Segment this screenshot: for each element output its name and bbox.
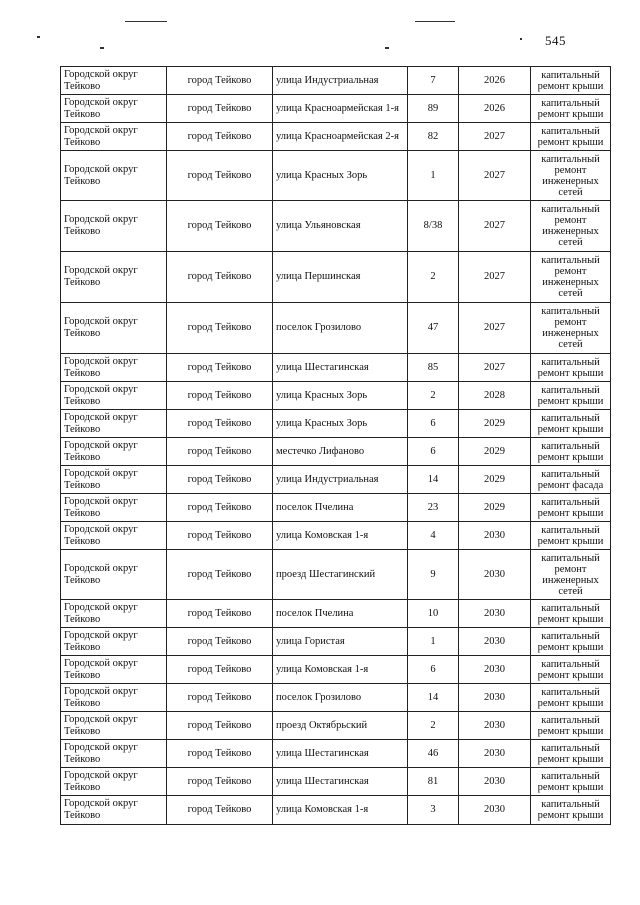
street-cell: улица Красных Зорь	[273, 151, 408, 201]
city-cell: город Тейково	[167, 466, 273, 494]
year-cell: 2029	[459, 494, 531, 522]
district-cell: Городской округ Тейково	[61, 796, 167, 825]
house-number-cell: 1	[408, 151, 459, 201]
street-cell: местечко Лифаново	[273, 438, 408, 466]
street-cell: улица Шестагинская	[273, 740, 408, 768]
year-cell: 2027	[459, 123, 531, 151]
street-cell: проезд Октябрьский	[273, 712, 408, 740]
house-number-cell: 89	[408, 95, 459, 123]
work-type-cell: капитальный ремонт крыши	[531, 494, 611, 522]
work-type-cell: капитальный ремонт крыши	[531, 410, 611, 438]
table-row	[61, 354, 611, 382]
year-cell: 2030	[459, 712, 531, 740]
city-cell: город Тейково	[167, 303, 273, 354]
street-cell: улица Шестагинская	[273, 354, 408, 382]
page-number: 545	[545, 33, 566, 48]
street-cell: поселок Грозилово	[273, 684, 408, 712]
house-number-cell: 85	[408, 354, 459, 382]
table-row	[61, 252, 611, 303]
table-row	[61, 600, 611, 628]
city-cell: город Тейково	[167, 67, 273, 95]
year-cell: 2028	[459, 382, 531, 410]
table-row	[61, 466, 611, 494]
work-type-cell: капитальный ремонт крыши	[531, 438, 611, 466]
work-type-cell: капитальный ремонт инженерных сетей	[531, 303, 611, 354]
year-cell: 2026	[459, 67, 531, 95]
table-row	[61, 123, 611, 151]
scan-speck	[37, 36, 40, 38]
house-number-cell: 6	[408, 438, 459, 466]
district-cell: Городской округ Тейково	[61, 466, 167, 494]
scan-speck	[385, 47, 389, 49]
house-number-cell: 14	[408, 466, 459, 494]
house-number-cell: 6	[408, 410, 459, 438]
year-cell: 2030	[459, 656, 531, 684]
year-cell: 2030	[459, 628, 531, 656]
table-row	[61, 67, 611, 95]
city-cell: город Тейково	[167, 95, 273, 123]
street-cell: поселок Пчелина	[273, 494, 408, 522]
house-number-cell: 10	[408, 600, 459, 628]
year-cell: 2026	[459, 95, 531, 123]
work-type-cell: капитальный ремонт крыши	[531, 740, 611, 768]
city-cell: город Тейково	[167, 410, 273, 438]
work-type-cell: капитальный ремонт крыши	[531, 628, 611, 656]
street-cell: улица Комовская 1-я	[273, 656, 408, 684]
district-cell: Городской округ Тейково	[61, 550, 167, 600]
year-cell: 2027	[459, 252, 531, 303]
work-type-cell: капитальный ремонт крыши	[531, 656, 611, 684]
table-row	[61, 796, 611, 825]
year-cell: 2030	[459, 768, 531, 796]
work-type-cell: капитальный ремонт крыши	[531, 712, 611, 740]
district-cell: Городской округ Тейково	[61, 522, 167, 550]
street-cell: проезд Шестагинский	[273, 550, 408, 600]
city-cell: город Тейково	[167, 712, 273, 740]
house-number-cell: 2	[408, 382, 459, 410]
house-number-cell: 8/38	[408, 201, 459, 252]
table-row	[61, 303, 611, 354]
year-cell: 2030	[459, 796, 531, 825]
street-cell: поселок Пчелина	[273, 600, 408, 628]
street-cell: улица Красных Зорь	[273, 410, 408, 438]
city-cell: город Тейково	[167, 656, 273, 684]
district-cell: Городской округ Тейково	[61, 151, 167, 201]
district-cell: Городской округ Тейково	[61, 354, 167, 382]
work-type-cell: капитальный ремонт крыши	[531, 95, 611, 123]
district-cell: Городской округ Тейково	[61, 382, 167, 410]
work-type-cell: капитальный ремонт крыши	[531, 600, 611, 628]
street-cell: улица Красноармейская 2-я	[273, 123, 408, 151]
house-number-cell: 82	[408, 123, 459, 151]
district-cell: Городской округ Тейково	[61, 740, 167, 768]
table-row	[61, 151, 611, 201]
district-cell: Городской округ Тейково	[61, 67, 167, 95]
city-cell: город Тейково	[167, 550, 273, 600]
work-type-cell: капитальный ремонт фасада	[531, 466, 611, 494]
house-number-cell: 6	[408, 656, 459, 684]
scan-speck	[520, 38, 522, 40]
house-number-cell: 2	[408, 252, 459, 303]
scan-line	[125, 21, 167, 22]
street-cell: улица Ульяновская	[273, 201, 408, 252]
city-cell: город Тейково	[167, 796, 273, 825]
district-cell: Городской округ Тейково	[61, 656, 167, 684]
table-row	[61, 712, 611, 740]
street-cell: улица Першинская	[273, 252, 408, 303]
house-number-cell: 7	[408, 67, 459, 95]
house-number-cell: 9	[408, 550, 459, 600]
work-type-cell: капитальный ремонт инженерных сетей	[531, 550, 611, 600]
house-number-cell: 81	[408, 768, 459, 796]
work-type-cell: капитальный ремонт инженерных сетей	[531, 201, 611, 252]
city-cell: город Тейково	[167, 252, 273, 303]
table-row	[61, 494, 611, 522]
year-cell: 2029	[459, 410, 531, 438]
district-cell: Городской округ Тейково	[61, 410, 167, 438]
street-cell: поселок Грозилово	[273, 303, 408, 354]
work-type-cell: капитальный ремонт крыши	[531, 123, 611, 151]
city-cell: город Тейково	[167, 600, 273, 628]
city-cell: город Тейково	[167, 494, 273, 522]
table-row	[61, 684, 611, 712]
district-cell: Городской округ Тейково	[61, 712, 167, 740]
street-cell: улица Шестагинская	[273, 768, 408, 796]
table-row	[61, 628, 611, 656]
year-cell: 2030	[459, 684, 531, 712]
house-number-cell: 2	[408, 712, 459, 740]
work-type-cell: капитальный ремонт инженерных сетей	[531, 151, 611, 201]
house-number-cell: 1	[408, 628, 459, 656]
table-row	[61, 550, 611, 600]
work-type-cell: капитальный ремонт крыши	[531, 382, 611, 410]
street-cell: улица Индустриальная	[273, 67, 408, 95]
year-cell: 2030	[459, 522, 531, 550]
district-cell: Городской округ Тейково	[61, 95, 167, 123]
house-number-cell: 3	[408, 796, 459, 825]
records-table	[60, 66, 611, 825]
table-row	[61, 522, 611, 550]
district-cell: Городской округ Тейково	[61, 768, 167, 796]
district-cell: Городской округ Тейково	[61, 438, 167, 466]
table-row	[61, 740, 611, 768]
house-number-cell: 47	[408, 303, 459, 354]
work-type-cell: капитальный ремонт инженерных сетей	[531, 252, 611, 303]
table-row	[61, 382, 611, 410]
work-type-cell: капитальный ремонт крыши	[531, 684, 611, 712]
table-row	[61, 438, 611, 466]
district-cell: Городской округ Тейково	[61, 684, 167, 712]
district-cell: Городской округ Тейково	[61, 628, 167, 656]
street-cell: улица Комовская 1-я	[273, 522, 408, 550]
table-row	[61, 656, 611, 684]
city-cell: город Тейково	[167, 684, 273, 712]
year-cell: 2027	[459, 354, 531, 382]
district-cell: Городской округ Тейково	[61, 303, 167, 354]
scan-line	[415, 21, 455, 22]
house-number-cell: 14	[408, 684, 459, 712]
year-cell: 2030	[459, 740, 531, 768]
city-cell: город Тейково	[167, 522, 273, 550]
city-cell: город Тейково	[167, 201, 273, 252]
city-cell: город Тейково	[167, 628, 273, 656]
district-cell: Городской округ Тейково	[61, 600, 167, 628]
street-cell: улица Комовская 1-я	[273, 796, 408, 825]
table-row	[61, 410, 611, 438]
scan-speck	[100, 47, 104, 49]
city-cell: город Тейково	[167, 354, 273, 382]
year-cell: 2030	[459, 600, 531, 628]
street-cell: улица Красных Зорь	[273, 382, 408, 410]
table-row	[61, 95, 611, 123]
work-type-cell: капитальный ремонт крыши	[531, 796, 611, 825]
year-cell: 2027	[459, 151, 531, 201]
street-cell: улица Индустриальная	[273, 466, 408, 494]
year-cell: 2029	[459, 438, 531, 466]
city-cell: город Тейково	[167, 768, 273, 796]
city-cell: город Тейково	[167, 382, 273, 410]
district-cell: Городской округ Тейково	[61, 123, 167, 151]
work-type-cell: капитальный ремонт крыши	[531, 522, 611, 550]
table-row	[61, 201, 611, 252]
year-cell: 2027	[459, 201, 531, 252]
house-number-cell: 46	[408, 740, 459, 768]
year-cell: 2027	[459, 303, 531, 354]
district-cell: Городской округ Тейково	[61, 252, 167, 303]
city-cell: город Тейково	[167, 740, 273, 768]
records-table-body	[61, 67, 611, 825]
city-cell: город Тейково	[167, 438, 273, 466]
work-type-cell: капитальный ремонт крыши	[531, 768, 611, 796]
city-cell: город Тейково	[167, 151, 273, 201]
district-cell: Городской округ Тейково	[61, 201, 167, 252]
house-number-cell: 23	[408, 494, 459, 522]
year-cell: 2030	[459, 550, 531, 600]
work-type-cell: капитальный ремонт крыши	[531, 354, 611, 382]
house-number-cell: 4	[408, 522, 459, 550]
district-cell: Городской округ Тейково	[61, 494, 167, 522]
table-row	[61, 768, 611, 796]
year-cell: 2029	[459, 466, 531, 494]
city-cell: город Тейково	[167, 123, 273, 151]
work-type-cell: капитальный ремонт крыши	[531, 67, 611, 95]
street-cell: улица Гористая	[273, 628, 408, 656]
street-cell: улица Красноармейская 1-я	[273, 95, 408, 123]
